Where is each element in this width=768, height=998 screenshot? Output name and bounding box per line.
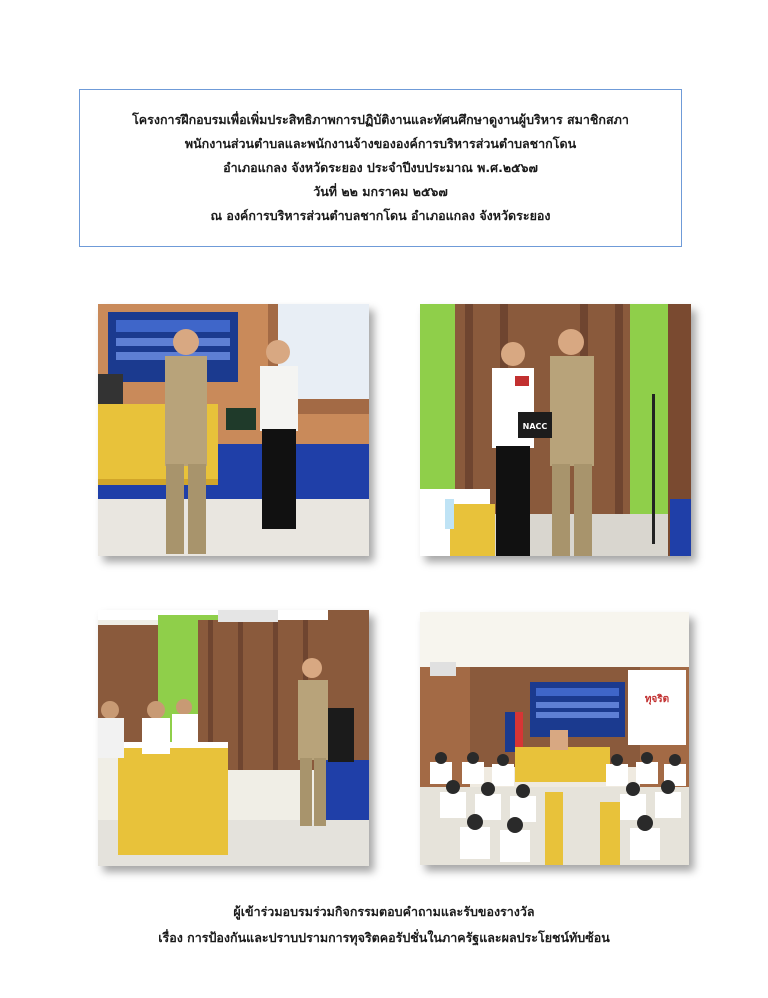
- photo-participants-activity: [98, 610, 369, 866]
- header-frame: [79, 89, 682, 247]
- caption-line-2: เรื่อง การป้องกันและปราบปรามการทุจริตคอรัปชั่นในภาครัฐและผลประโยชน์ทับซ้อน: [158, 930, 610, 945]
- photo-meeting-room-overview: [420, 612, 689, 865]
- photo-prize-handover-nacc: [420, 304, 691, 556]
- photo-prize-handover-stage: [98, 304, 369, 556]
- caption-line-1: ผู้เข้าร่วมอบรมร่วมกิจกรรมตอบคำถามและรับของรางวัล: [233, 904, 535, 919]
- screen-label: ทุจริต: [644, 694, 670, 705]
- header-line-2: พนักงานส่วนตำบลและพนักงานจ้างขององค์การบริหารส่วนตำบลชากโดน: [184, 136, 577, 151]
- header-line-3: อำเภอแกลง จังหวัดระยอง ประจำปีงบประมาณ พ.ศ.๒๕๖๗: [223, 160, 538, 175]
- header-line-4: วันที่ ๒๒ มกราคม ๒๕๖๗: [313, 184, 448, 199]
- bag-label: NACC: [522, 422, 548, 431]
- header-line-5: ณ องค์การบริหารส่วนตำบลชากโดน อำเภอแกลง จังหวัดระยอง: [210, 208, 551, 223]
- header-line-1: โครงการฝึกอบรมเพื่อเพิ่มประสิทธิภาพการปฏิบัติงานและทัศนศึกษาดูงานผู้บริหาร สมาชิกสภา: [132, 112, 629, 127]
